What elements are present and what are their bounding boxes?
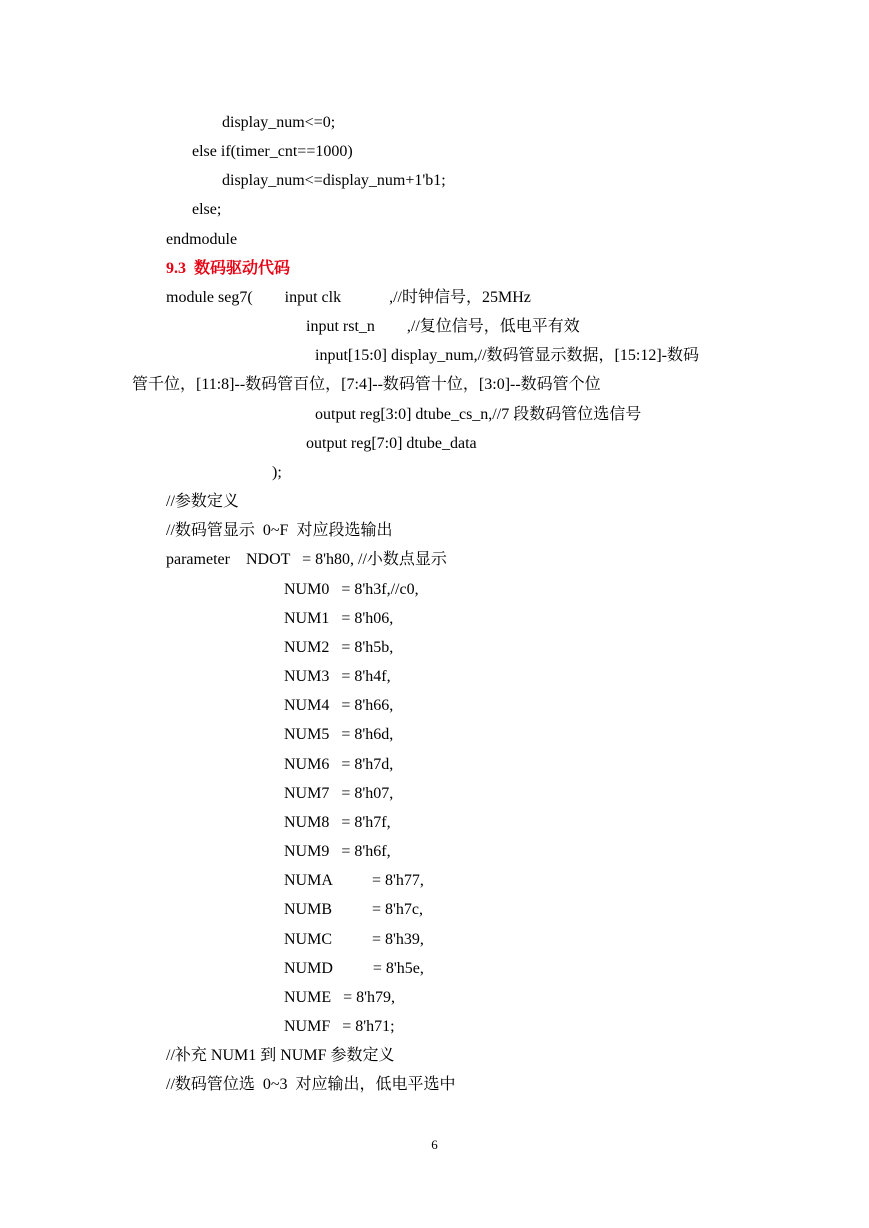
- code-line: else if(timer_cnt==1000): [192, 143, 353, 160]
- code-comment: //数码管位选 0~3 对应输出，低电平选中: [166, 1076, 456, 1093]
- param-line: NUM8 = 8'h7f,: [284, 814, 391, 831]
- param-line: NUM2 = 8'h5b,: [284, 639, 394, 656]
- param-line: NUM5 = 8'h6d,: [284, 726, 394, 743]
- code-line: output reg[7:0] dtube_data: [306, 435, 477, 452]
- param-line: NUMF = 8'h71;: [284, 1018, 395, 1035]
- param-line: NUM0 = 8'h3f,//c0,: [284, 581, 419, 598]
- code-line: display_num<=0;: [222, 114, 336, 131]
- code-line: input[15:0] display_num,//数码管显示数据，[15:12]-数码: [315, 347, 699, 364]
- code-line: display_num<=display_num+1'b1;: [222, 172, 446, 189]
- param-line: NUMB = 8'h7c,: [284, 901, 424, 918]
- param-line: NUM7 = 8'h07,: [284, 785, 394, 802]
- code-line: parameter NDOT = 8'h80, //小数点显示: [166, 551, 447, 568]
- code-line: else;: [192, 201, 222, 218]
- code-line: endmodule: [166, 231, 238, 248]
- param-line: NUM6 = 8'h7d,: [284, 756, 394, 773]
- param-line: NUMC = 8'h39,: [284, 931, 424, 948]
- param-line: NUMD = 8'h5e,: [284, 960, 424, 977]
- code-line: 管千位，[11:8]--数码管百位，[7:4]--数码管十位，[3:0]--数码管个位: [132, 376, 601, 393]
- page-number: 6: [431, 1137, 438, 1152]
- param-line: NUM1 = 8'h06,: [284, 610, 394, 627]
- section-heading: 9.3 数码驱动代码: [166, 260, 291, 277]
- param-line: NUME = 8'h79,: [284, 989, 396, 1006]
- param-line: NUM3 = 8'h4f,: [284, 668, 391, 685]
- code-line: );: [272, 464, 282, 481]
- code-comment: //数码管显示 0~F 对应段选输出: [166, 522, 393, 539]
- param-line: NUM4 = 8'h66,: [284, 697, 394, 714]
- code-line: output reg[3:0] dtube_cs_n,//7 段数码管位选信号: [315, 406, 642, 423]
- param-line: NUMA = 8'h77,: [284, 872, 424, 889]
- param-line: NUM9 = 8'h6f,: [284, 843, 391, 860]
- code-line: input rst_n ,//复位信号，低电平有效: [306, 318, 580, 335]
- code-line: module seg7( input clk ,//时钟信号，25MHz: [166, 289, 531, 306]
- code-comment: //补充 NUM1 到 NUMF 参数定义: [166, 1047, 395, 1064]
- code-comment: //参数定义: [166, 493, 239, 510]
